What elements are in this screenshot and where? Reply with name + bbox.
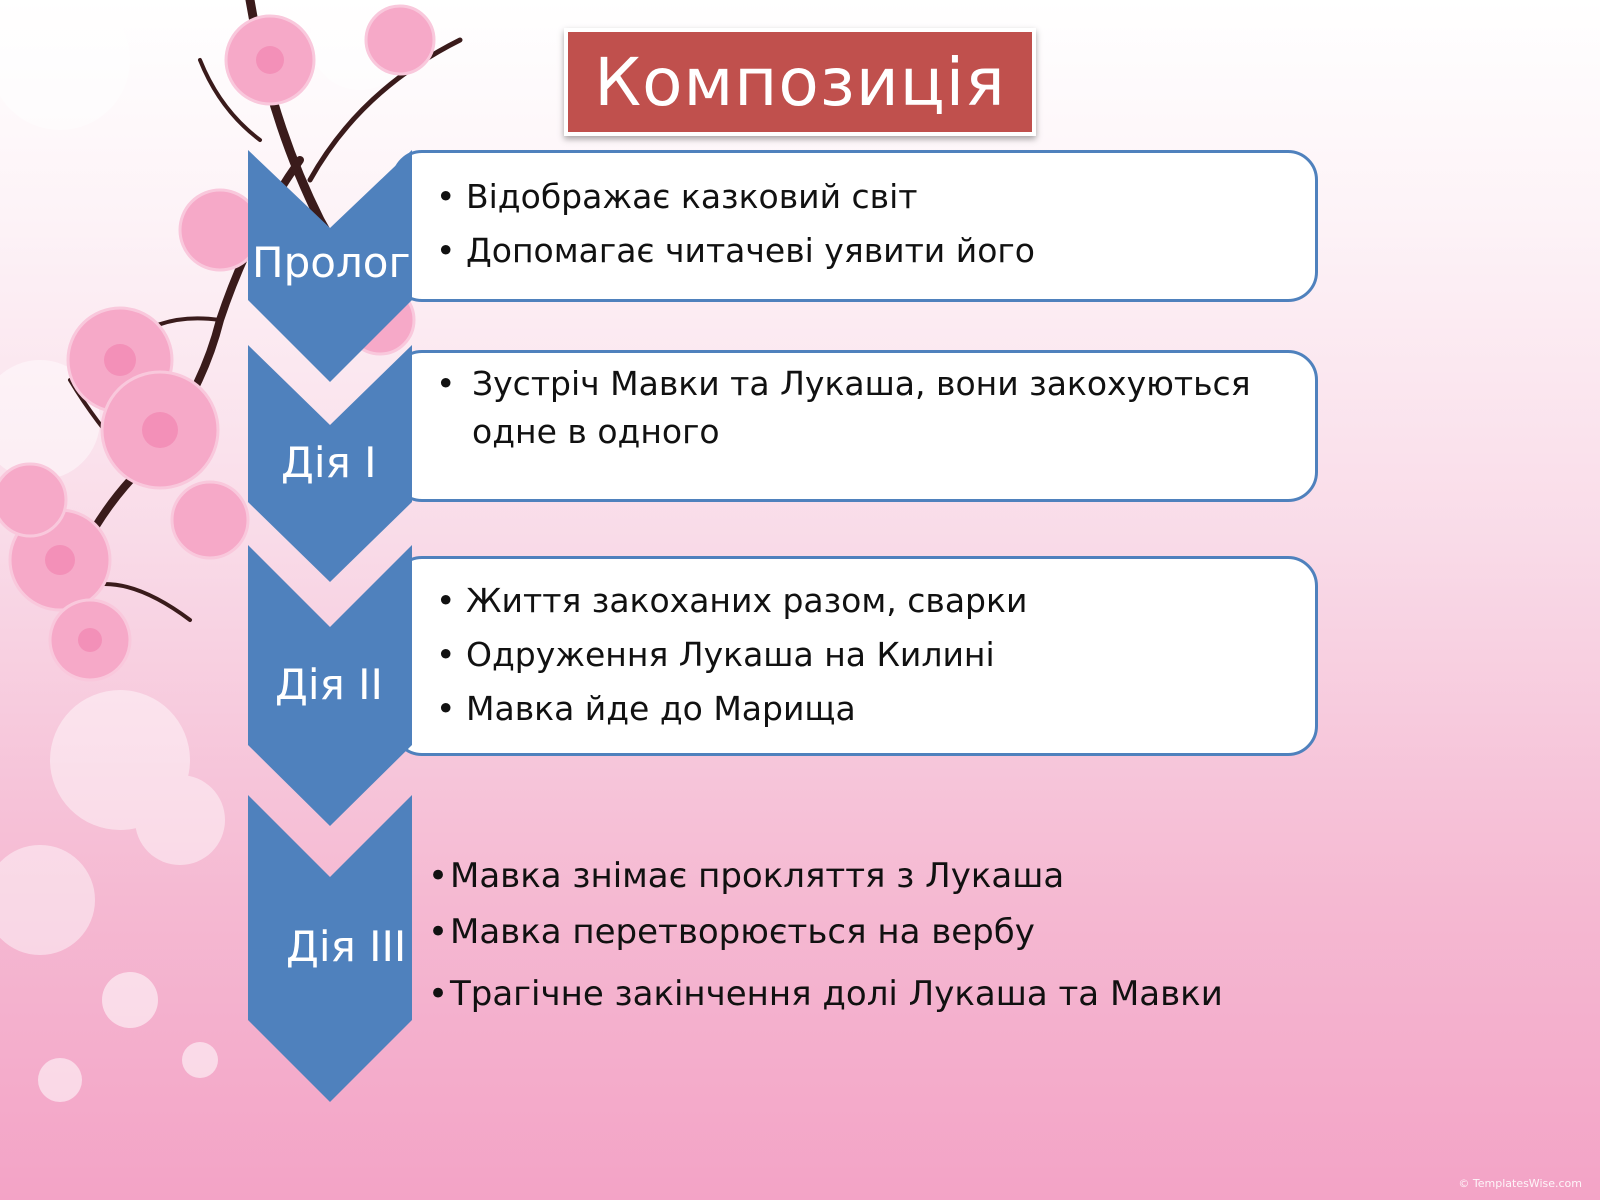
act1-bullets xyxy=(436,360,1298,456)
watermark: © TemplatesWise.com xyxy=(1458,1177,1582,1190)
list-item: • Відображає казковий світ xyxy=(436,170,1035,224)
stage-label-act3: Дія ІІІ xyxy=(286,922,407,971)
list-item: • Мавка знімає прокляття з Лукаша xyxy=(428,848,1223,904)
list-item: • Зустріч Мавки та Лукаша, вони закохуються одне в одного xyxy=(436,360,1298,456)
list-item: • Одруження Лукаша на Килині xyxy=(436,628,1027,682)
list-item: • Мавка йде до Марища xyxy=(436,682,1027,736)
list-item: • Мавка перетворюється на вербу xyxy=(428,904,1223,960)
stage-label-prologue: Пролог xyxy=(252,238,411,287)
list-item: • Трагічне закінчення долі Лукаша та Мавки xyxy=(428,966,1223,1022)
list-item: • Життя закоханих разом, сварки xyxy=(436,574,1027,628)
act2-bullets xyxy=(436,574,1027,736)
list-item: • Допомагає читачеві уявити його xyxy=(436,224,1035,278)
slide-title: Композиція xyxy=(594,43,1006,121)
prologue-bullets xyxy=(436,170,1035,278)
stage-label-act2: Дія ІІ xyxy=(275,660,383,709)
stage-label-act1: Дія І xyxy=(281,438,377,487)
act3-bullets xyxy=(428,848,1223,1022)
